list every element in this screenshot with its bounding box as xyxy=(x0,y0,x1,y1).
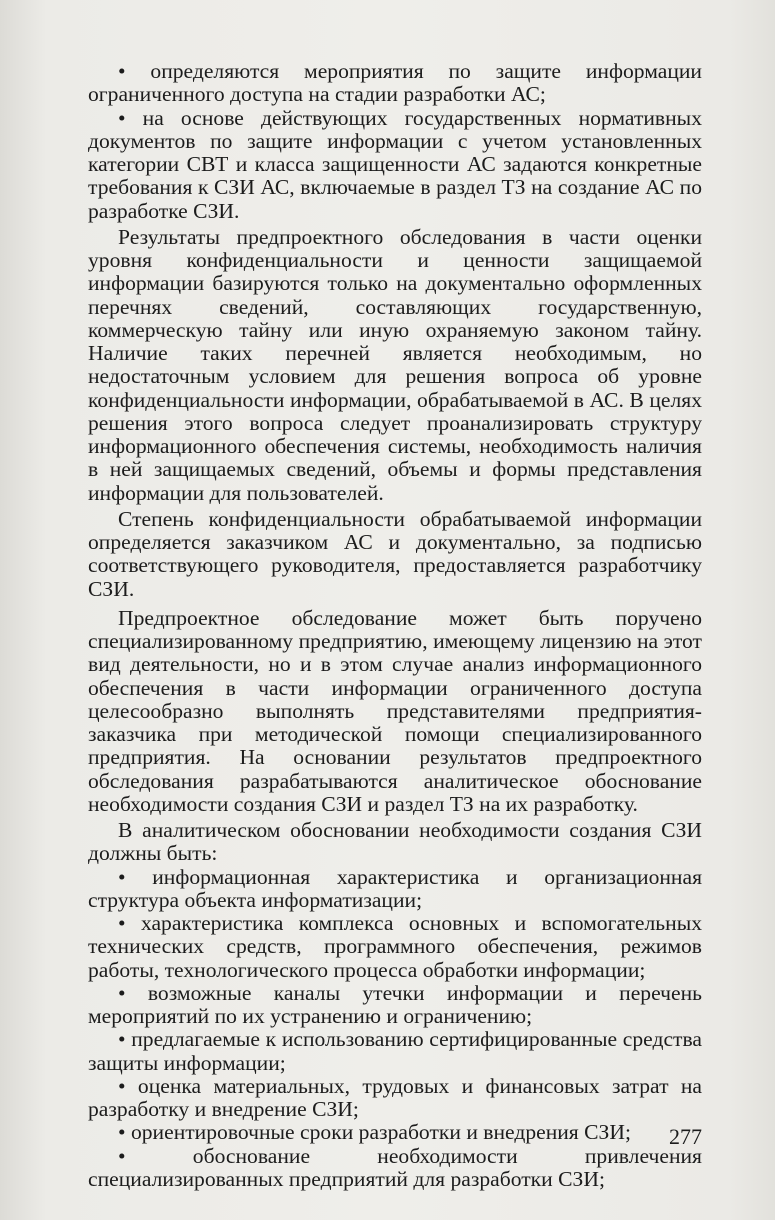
bullet-item-technical-means: • характеристика комплекса основных и вспомогательных технических средств, программного обеспечения, режимов работы, технологического процесса обработки информации; xyxy=(88,911,702,982)
paragraph-analytical-justification: В аналитическом обосновании необходимости создания СЗИ должны быть: xyxy=(88,818,702,866)
paragraph-survey-results: Результаты предпроектного обследования в части оценки уровня конфиденциальности и ценности защищаемой информации базируются только на документально оформленных перечнях сведений, составляющих государственную, коммерческую тайну или иную охраняемую законом тайну. Наличие таких перечней является необходимым, но недостаточным условием для решения вопроса об уровне конфиденциальности информации, обрабатываемой в АС. В целях решения этого вопроса следует проанализировать структуру информационного обеспечения системы, необходимость наличия в ней защищаемых сведений, объемы и формы представления информации для пользователей. xyxy=(88,224,702,505)
page-body xyxy=(88,60,702,1191)
bullet-item-timeline: • ориентировочные сроки разработки и внедрения СЗИ; xyxy=(118,1120,631,1145)
bullet-item-certified-means: • предлагаемые к использованию сертифицированные средства защиты информации; xyxy=(88,1027,702,1075)
paragraph-confidentiality-degree: Степень конфиденциальности обрабатываемой информации определяется заказчиком АС и документально, за подписью соответствующего руководителя, предоставляется разработчику СЗИ. xyxy=(88,506,702,601)
paragraph-pre-project-survey: Предпроектное обследование может быть поручено специализированному предприятию, имеющему лицензию на этот вид деятельности, но и в этом случае анализ информационного обеспечения в части информации ограниченного доступа целесообразно выполнять представителями предприятия-заказчика при методической помощи специализированного предприятия. На основании результатов предпроектного обследования разрабатываются аналитическое обоснование необходимости создания СЗИ и раздел ТЗ на их разработку. xyxy=(88,605,702,816)
bullet-item-requirements: • на основе действующих государственных нормативных документов по защите информации с учетом установленных категории СВТ и класса защищенности АС задаются конкретные требования к СЗИ АС, включаемые в раздел ТЗ на создание АС по разработке СЗИ. xyxy=(88,105,702,223)
bullet-item-specialized-enterprises: • обоснование необходимости привлечения специализированных предприятий для разработки СЗИ; xyxy=(88,1143,702,1191)
bullet-item-leak-channels: • возможные каналы утечки информации и перечень мероприятий по их устранению и ограничению; xyxy=(88,980,702,1028)
bullet-item-info-characteristics: • информационная характеристика и организационная структура объекта информатизации; xyxy=(88,864,702,912)
page-number: 277 xyxy=(669,1124,702,1149)
bullet-item-cost-estimate: • оценка материальных, трудовых и финансовых затрат на разработку и внедрение СЗИ; xyxy=(88,1073,702,1121)
bullet-item-measures: • определяются мероприятия по защите информации ограниченного доступа на стадии разработки АС; xyxy=(88,59,702,107)
